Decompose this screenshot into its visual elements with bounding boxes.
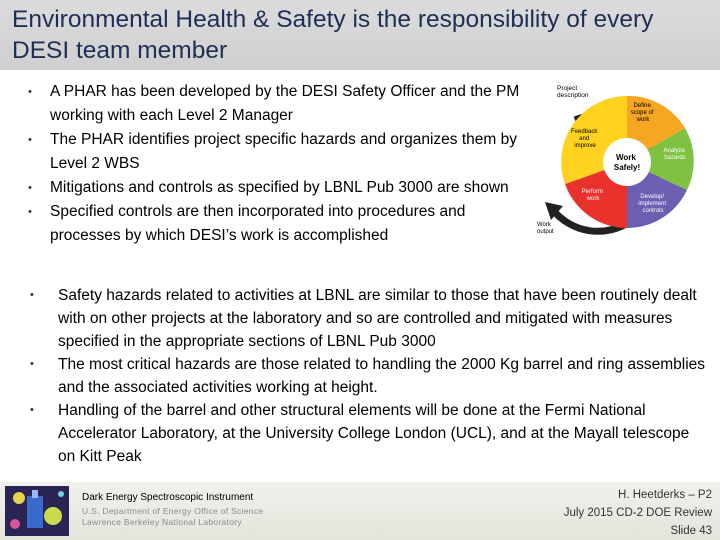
list-item [28, 128, 538, 176]
bullet-text: Safety hazards related to activities at LBNL are similar to those that have been routinely dealt with on other projects at the laboratory and so are controlled and mitigated with measures specified in the appropriate sections of LBNL Pub 3000 [58, 287, 697, 350]
bullet-glyph: • [30, 289, 34, 301]
bullet-text: A PHAR has been developed by the DESI Safety Officer and the PM working with each Level 2 Manager [50, 83, 520, 124]
bullet-text: Specified controls are then incorporated into procedures and processes by which DESI’s work is accomplished [50, 203, 466, 244]
safety-cycle-diagram [535, 80, 710, 245]
bullet-glyph: • [28, 182, 32, 194]
feedback-label: Feedback and improve [570, 129, 598, 149]
footer-slide-number: Slide 43 [670, 525, 712, 537]
bullet-glyph: • [30, 358, 34, 370]
bullet-glyph: • [28, 134, 32, 146]
list-item [28, 200, 538, 248]
footer-laboratory: Lawrence Berkeley National Laboratory [82, 517, 242, 527]
project-description-label: Project description [557, 85, 589, 99]
develop-controls-label: Develop/ implement controls [638, 194, 667, 214]
list-item [28, 176, 538, 200]
footer-department: U.S. Department of Energy Office of Science [82, 506, 264, 516]
lower-bullet-list [30, 284, 706, 468]
footer-right-block [564, 486, 712, 540]
bullet-glyph: • [28, 206, 32, 218]
bullet-text: Mitigations and controls as specified by LBNL Pub 3000 are shown [50, 179, 509, 196]
analyze-hazards-label: Analyze hazards [663, 148, 686, 161]
center-hub [603, 138, 651, 186]
bullet-text: The most critical hazards are those related to handling the 2000 Kg barrel and ring assemblies and the associated activities working at height. [58, 356, 706, 396]
footer-review: July 2015 CD-2 DOE Review [563, 507, 712, 519]
desi-logo-image [5, 486, 69, 536]
bullet-glyph: • [28, 86, 32, 98]
list-item [30, 353, 706, 399]
list-item [28, 80, 538, 128]
footer [0, 482, 720, 540]
footer-author: H. Heetderks – P2 [618, 489, 712, 501]
perform-work-label: Perform work [581, 189, 603, 202]
bullet-glyph: • [30, 404, 34, 416]
footer-instrument: Dark Energy Spectroscopic Instrument [82, 492, 254, 503]
bullet-text: Handling of the barrel and other structural elements will be done at the Fermi National Accelerator Laboratory, at the University College London (UCL), and at the Mayall telescope on Kitt Peak [58, 402, 690, 465]
define-scope-label: Define scope of work [630, 103, 654, 123]
upper-bullet-list [28, 80, 538, 248]
slide-title: Environmental Health & Safety is the responsibility of every DESI team member [12, 6, 654, 64]
work-output-label: Work output [537, 222, 554, 235]
list-item [30, 284, 706, 353]
list-item [30, 399, 706, 468]
bullet-text: The PHAR identifies project specific hazards and organizes them by Level 2 WBS [50, 131, 517, 172]
work-safely-label: Work Safely! [613, 153, 641, 172]
title-bar [0, 0, 720, 70]
